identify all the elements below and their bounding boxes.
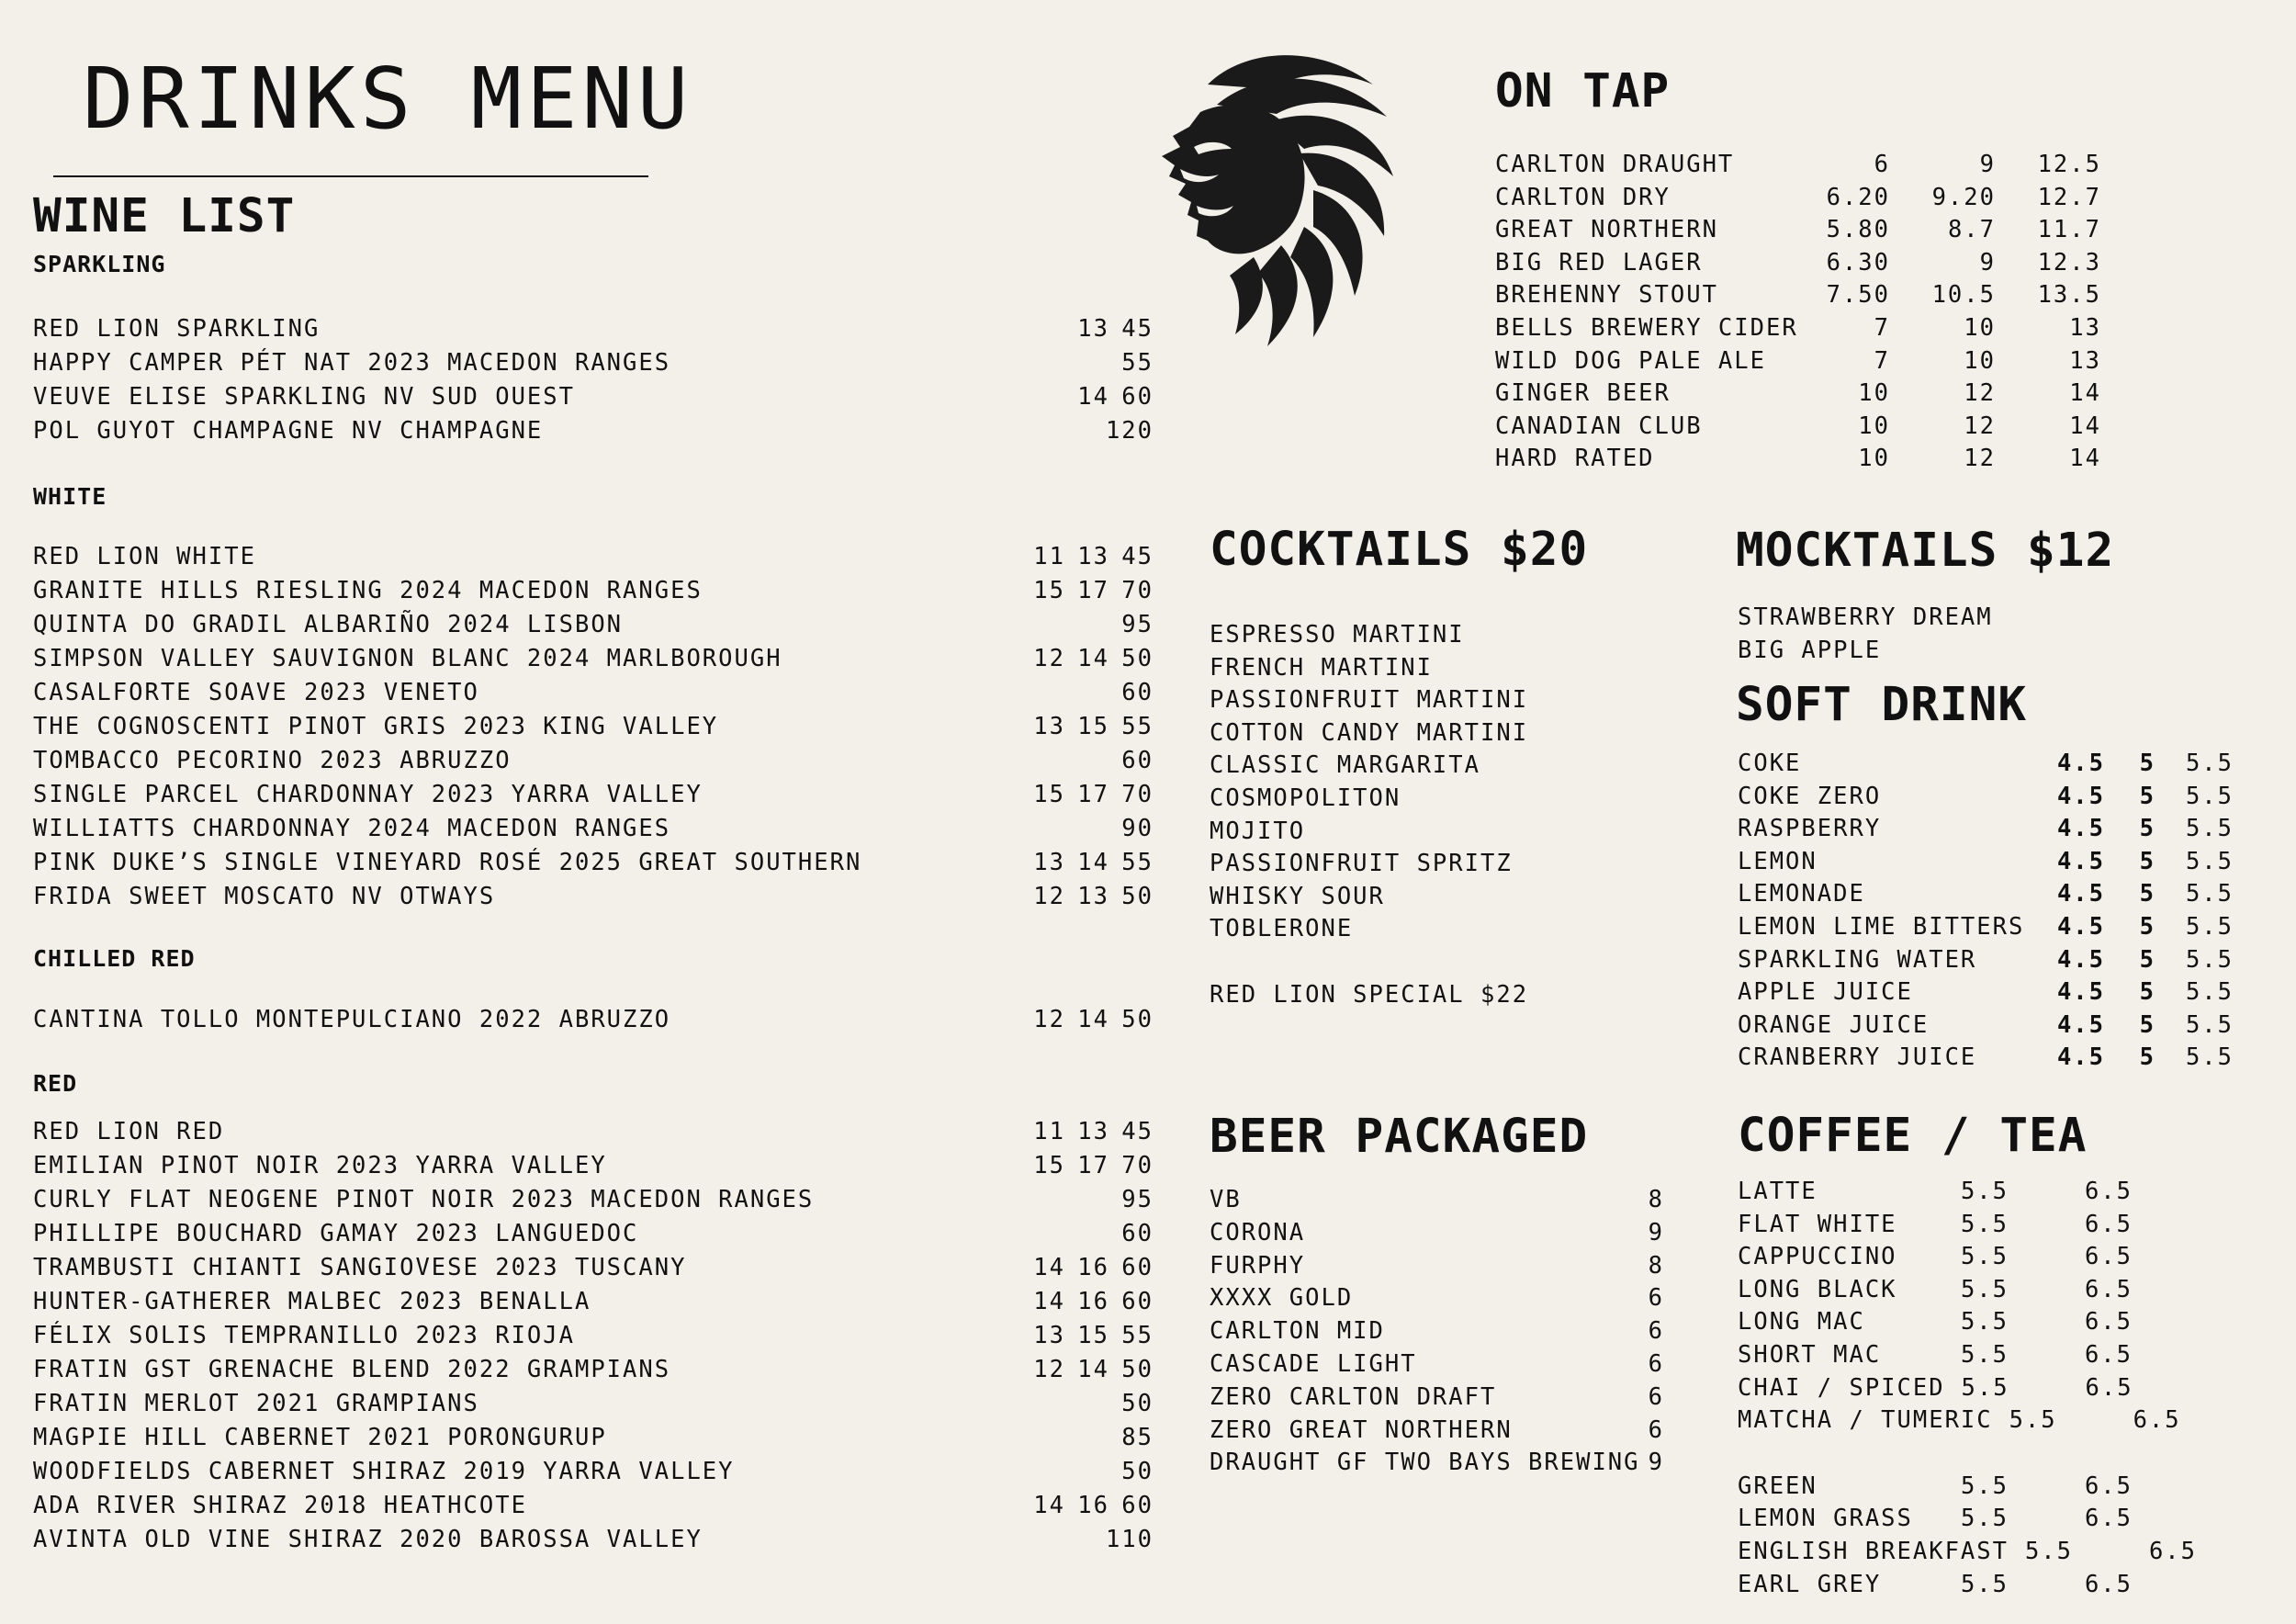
- list-item: ADA RIVER SHIRAZ 2018 HEATHCOTE 14 16 60: [33, 1492, 1154, 1519]
- list-item: STRAWBERRY DREAM: [1738, 603, 1993, 631]
- list-item: BELLS BREWERY CIDER 7 10 13: [1495, 313, 2101, 342]
- list-item: TRAMBUSTI CHIANTI SANGIOVESE 2023 TUSCANY 14 16 60: [33, 1254, 1154, 1281]
- list-item: PASSIONFRUIT MARTINI: [1210, 686, 1529, 715]
- cocktails-heading: COCKTAILS $20: [1210, 523, 1589, 577]
- list-item: CRANBERRY JUICE 4.5 5 5.5: [1738, 1043, 2234, 1072]
- soft-drink-list: [1738, 748, 2234, 1075]
- list-item: ORANGE JUICE 4.5 5 5.5: [1738, 1010, 2234, 1039]
- white-label: WHITE: [33, 483, 107, 510]
- list-item: PASSIONFRUIT SPRITZ: [1210, 850, 1513, 878]
- list-item: CHAI / SPICED 5.5 6.5: [1738, 1373, 2133, 1402]
- list-item: LONG BLACK 5.5 6.5: [1738, 1275, 2133, 1303]
- list-item: ENGLISH BREAKFAST 5.5 6.5: [1738, 1537, 2197, 1565]
- list-item: FRIDA SWEET MOSCATO NV OTWAYS 12 13 50: [33, 883, 1154, 910]
- sparkling-list: [33, 312, 1154, 448]
- list-item: CASALFORTE SOAVE 2023 VENETO 60: [33, 679, 1154, 706]
- list-item: CARLTON MID 6: [1210, 1317, 1664, 1346]
- coffee-tea-list: [1738, 1176, 2197, 1601]
- list-item: RED LION SPARKLING 13 45: [33, 315, 1154, 343]
- list-item: THE COGNOSCENTI PINOT GRIS 2023 KING VALLEY 13 15 55: [33, 713, 1154, 740]
- on-tap-list: [1495, 149, 2101, 476]
- list-item: COKE 4.5 5 5.5: [1738, 750, 2234, 777]
- list-item: FRATIN GST GRENACHE BLEND 2022 GRAMPIANS 12 14 50: [33, 1356, 1154, 1383]
- list-item: GREEN 5.5 6.5: [1738, 1472, 2133, 1500]
- list-item: LONG MAC 5.5 6.5: [1738, 1308, 2133, 1336]
- list-item: EMILIAN PINOT NOIR 2023 YARRA VALLEY 15 17 70: [33, 1152, 1154, 1179]
- list-item: BIG RED LAGER 6.30 9 12.3: [1495, 248, 2101, 276]
- list-item: CARLTON DRAUGHT 6 9 12.5: [1495, 151, 2101, 178]
- spacer: [1738, 1438, 2133, 1471]
- list-item: GINGER BEER 10 12 14: [1495, 379, 2101, 408]
- beer-packaged-list: [1210, 1184, 1664, 1480]
- chilled-red-label: CHILLED RED: [33, 945, 196, 972]
- page-title: DRINKS MENU: [83, 50, 693, 148]
- list-item: BREHENNY STOUT 7.50 10.5 13.5: [1495, 281, 2101, 310]
- coffee-tea-heading: COFFEE / TEA: [1738, 1109, 2088, 1163]
- on-tap-heading: ON TAP: [1495, 64, 1671, 118]
- list-item: MAGPIE HILL CABERNET 2021 PORONGURUP 85: [33, 1424, 1154, 1451]
- list-item: LEMON LIME BITTERS 4.5 5 5.5: [1738, 912, 2234, 941]
- list-item: TOMBACCO PECORINO 2023 ABRUZZO 60: [33, 747, 1154, 774]
- list-item: RASPBERRY 4.5 5 5.5: [1738, 815, 2234, 843]
- list-item: QUINTA DO GRADIL ALBARIÑO 2024 LISBON 95: [33, 611, 1154, 638]
- list-item: WOODFIELDS CABERNET SHIRAZ 2019 YARRA VALLEY 50: [33, 1458, 1154, 1485]
- sparkling-label: SPARKLING: [33, 251, 166, 277]
- list-item: VEUVE ELISE SPARKLING NV SUD OUEST 14 60: [33, 383, 1154, 411]
- list-item: FRATIN MERLOT 2021 GRAMPIANS 50: [33, 1390, 1154, 1417]
- list-item: FURPHY 8: [1210, 1251, 1664, 1280]
- list-item: ESPRESSO MARTINI: [1210, 621, 1465, 648]
- list-item: COSMOPOLITON: [1210, 784, 1401, 812]
- list-item: XXXX GOLD 6: [1210, 1284, 1664, 1313]
- lion-head-icon: [1143, 48, 1401, 351]
- list-item: LEMONADE 4.5 5 5.5: [1738, 880, 2234, 908]
- list-item: HUNTER-GATHERER MALBEC 2023 BENALLA 14 16 60: [33, 1288, 1154, 1315]
- mocktails-list: [1738, 601, 1993, 667]
- list-item: SINGLE PARCEL CHARDONNAY 2023 YARRA VALLEY 15 17 70: [33, 781, 1154, 808]
- list-item: CANADIAN CLUB 10 12 14: [1495, 412, 2101, 440]
- list-item: ZERO GREAT NORTHERN 6: [1210, 1415, 1664, 1444]
- list-item: RED LION RED 11 13 45: [33, 1118, 1154, 1145]
- list-item: COKE ZERO 4.5 5 5.5: [1738, 782, 2234, 810]
- list-item: CANTINA TOLLO MONTEPULCIANO 2022 ABRUZZO 12 14 50: [33, 1006, 1154, 1033]
- wine-list-section: [33, 189, 1154, 1557]
- list-item: HAPPY CAMPER PÉT NAT 2023 MACEDON RANGES 55: [33, 349, 1154, 377]
- list-item: ZERO CARLTON DRAFT 6: [1210, 1382, 1664, 1411]
- red-label: RED: [33, 1070, 78, 1097]
- list-item: SHORT MAC 5.5 6.5: [1738, 1340, 2133, 1369]
- list-item: TOBLERONE: [1210, 915, 1354, 943]
- list-item: AVINTA OLD VINE SHIRAZ 2020 BAROSSA VALLEY 110: [33, 1526, 1154, 1553]
- white-list: [33, 540, 1154, 914]
- list-item: MATCHA / TUMERIC 5.5 6.5: [1738, 1406, 2181, 1435]
- list-item: POL GUYOT CHAMPAGNE NV CHAMPAGNE 120: [33, 417, 1154, 445]
- mocktails-heading: MOCKTAILS $12: [1736, 524, 2115, 578]
- list-item: WHISKY SOUR: [1210, 882, 1385, 910]
- list-item: BIG APPLE: [1738, 637, 1882, 664]
- list-item: GREAT NORTHERN 5.80 8.7 11.7: [1495, 216, 2101, 244]
- chilled-red-list: [33, 1003, 1154, 1037]
- beer-packaged-heading: BEER PACKAGED: [1210, 1110, 1589, 1164]
- list-item: WILLIATTS CHARDONNAY 2024 MACEDON RANGES 90: [33, 815, 1154, 842]
- soft-drink-heading: SOFT DRINK: [1736, 678, 2028, 732]
- list-item: CURLY FLAT NEOGENE PINOT NOIR 2023 MACEDON RANGES 95: [33, 1186, 1154, 1213]
- list-item: DRAUGHT GF TWO BAYS BREWING 9: [1210, 1449, 1664, 1477]
- list-item: CLASSIC MARGARITA: [1210, 751, 1480, 780]
- list-item: COTTON CANDY MARTINI: [1210, 718, 1529, 747]
- list-item: SPARKLING WATER 4.5 5 5.5: [1738, 945, 2234, 974]
- red-list: [33, 1115, 1154, 1557]
- cocktails-list: [1210, 619, 1528, 1012]
- list-item: CORONA 9: [1210, 1218, 1664, 1246]
- list-item: LEMON 4.5 5 5.5: [1738, 847, 2234, 875]
- list-item: CASCADE LIGHT 6: [1210, 1349, 1664, 1378]
- title-underline: [53, 175, 648, 177]
- list-item: FLAT WHITE 5.5 6.5: [1738, 1210, 2133, 1238]
- red-lion-special: RED LION SPECIAL $22: [1210, 980, 1529, 1009]
- list-item: SIMPSON VALLEY SAUVIGNON BLANC 2024 MARLBOROUGH 12 14 50: [33, 645, 1154, 672]
- list-item: LEMON GRASS 5.5 6.5: [1738, 1505, 2133, 1533]
- list-item: HARD RATED 10 12 14: [1495, 445, 2101, 473]
- list-item: APPLE JUICE 4.5 5 5.5: [1738, 978, 2234, 1007]
- list-item: LATTE 5.5 6.5: [1738, 1178, 2133, 1205]
- list-item: PHILLIPE BOUCHARD GAMAY 2023 LANGUEDOC 60: [33, 1220, 1154, 1247]
- list-item: WILD DOG PALE ALE 7 10 13: [1495, 346, 2101, 375]
- list-item: FRENCH MARTINI: [1210, 653, 1433, 682]
- list-item: PINK DUKE’S SINGLE VINEYARD ROSÉ 2025 GREAT SOUTHERN 13 14 55: [33, 849, 1154, 876]
- list-item: VB 8: [1210, 1186, 1664, 1213]
- list-item: CAPPUCCINO 5.5 6.5: [1738, 1243, 2133, 1271]
- wine-list-heading: WINE LIST: [33, 189, 296, 243]
- list-item: FÉLIX SOLIS TEMPRANILLO 2023 RIOJA 13 15 55: [33, 1322, 1154, 1349]
- list-item: MOJITO: [1210, 817, 1306, 845]
- list-item: EARL GREY 5.5 6.5: [1738, 1570, 2133, 1598]
- list-item: GRANITE HILLS RIESLING 2024 MACEDON RANGES 15 17 70: [33, 577, 1154, 604]
- list-item: CARLTON DRY 6.20 9.20 12.7: [1495, 183, 2101, 211]
- spacer: [1210, 946, 1528, 979]
- list-item: RED LION WHITE 11 13 45: [33, 543, 1154, 570]
